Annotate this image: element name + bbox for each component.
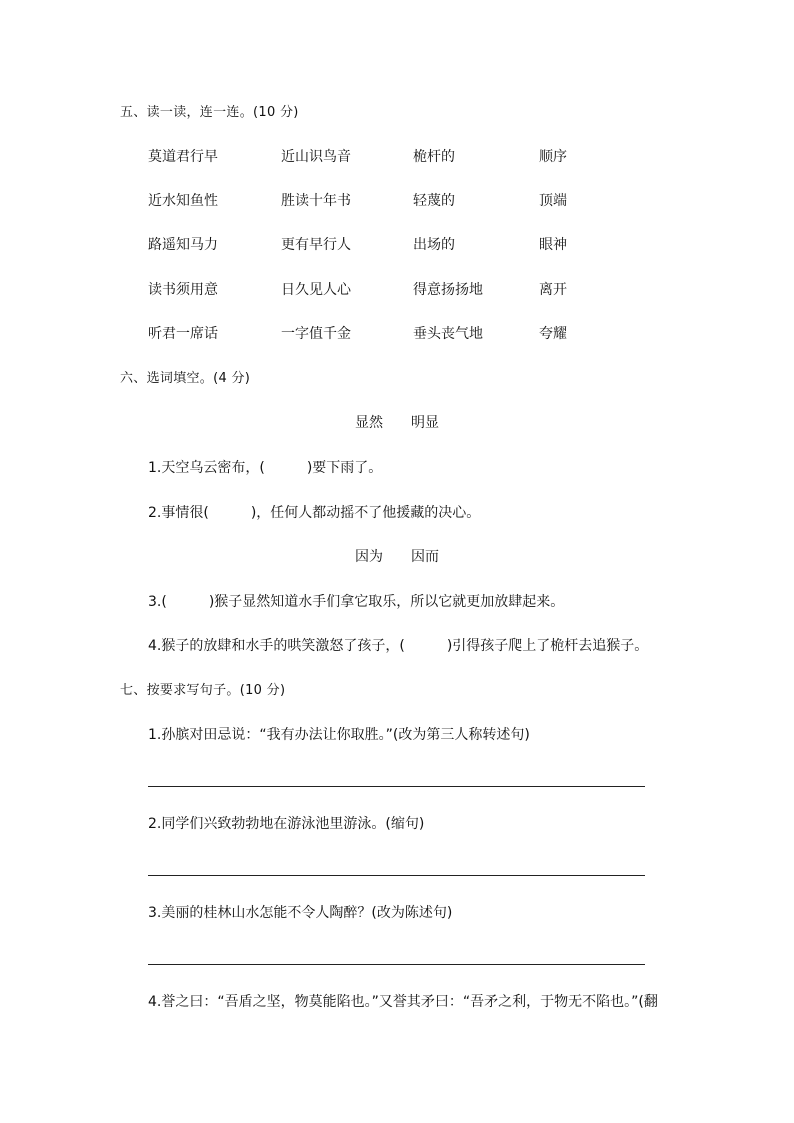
match-col4-item: 离开 — [539, 282, 567, 298]
rewrite-question-2: 2.同学们兴致勃勃地在游泳池里游泳。(缩句) — [148, 816, 425, 832]
fill-question-1: 1.天空乌云密布，( )要下雨了。 — [148, 460, 383, 476]
match-col2-item: 一字值千金 — [281, 326, 351, 342]
fill-question-2: 2.事情很( )，任何人都动摇不了他援藏的决心。 — [148, 505, 481, 521]
match-col3-item: 垂头丧气地 — [413, 326, 483, 342]
match-col4-item: 顺序 — [539, 149, 567, 165]
match-col4-item: 顶端 — [539, 193, 567, 209]
answer-line-1[interactable] — [148, 786, 645, 787]
match-col1-item: 路遥知马力 — [148, 237, 218, 253]
answer-line-3[interactable] — [148, 964, 645, 965]
match-col4-item: 眼神 — [539, 237, 567, 253]
match-col1-item: 近水知鱼性 — [148, 193, 218, 209]
match-col4-item: 夸耀 — [539, 326, 567, 342]
fill-question-3: 3.( )猴子显然知道水手们拿它取乐，所以它就更加放肆起来。 — [148, 594, 565, 610]
section5-heading: 五、读一读，连一连。(10 分) — [120, 105, 299, 120]
match-col2-item: 日久见人心 — [281, 282, 351, 298]
section7-heading: 七、按要求写句子。(10 分) — [120, 683, 286, 698]
match-col1-item: 读书须用意 — [148, 282, 218, 298]
answer-line-2[interactable] — [148, 875, 645, 876]
rewrite-question-1: 1.孙膑对田忌说：“我有办法让你取胜。”(改为第三人称转述句) — [148, 727, 530, 743]
fill-question-4: 4.猴子的放肆和水手的哄笑激怒了孩子，( )引得孩子爬上了桅杆去追猴子。 — [148, 638, 649, 654]
rewrite-question-3: 3.美丽的桂林山水怎能不令人陶醉？(改为陈述句) — [148, 905, 453, 921]
match-col1-item: 莫道君行早 — [148, 149, 218, 165]
rewrite-question-4: 4.誉之曰：“吾盾之坚，物莫能陷也。”又誉其矛曰：“吾矛之利，于物无不陷也。”(翻 — [148, 994, 658, 1010]
match-col3-item: 桅杆的 — [413, 149, 455, 165]
match-col2-item: 近山识鸟音 — [281, 149, 351, 165]
match-col2-item: 胜读十年书 — [281, 193, 351, 209]
match-col3-item: 轻蔑的 — [413, 193, 455, 209]
word-choice-pair-2: 因为 因而 — [355, 549, 439, 565]
match-col2-item: 更有早行人 — [281, 237, 351, 253]
word-choice-pair-1: 显然 明显 — [355, 415, 439, 431]
section6-heading: 六、选词填空。(4 分) — [120, 371, 251, 386]
match-col1-item: 听君一席话 — [148, 326, 218, 342]
match-col3-item: 出场的 — [413, 237, 455, 253]
match-col3-item: 得意扬扬地 — [413, 282, 483, 298]
